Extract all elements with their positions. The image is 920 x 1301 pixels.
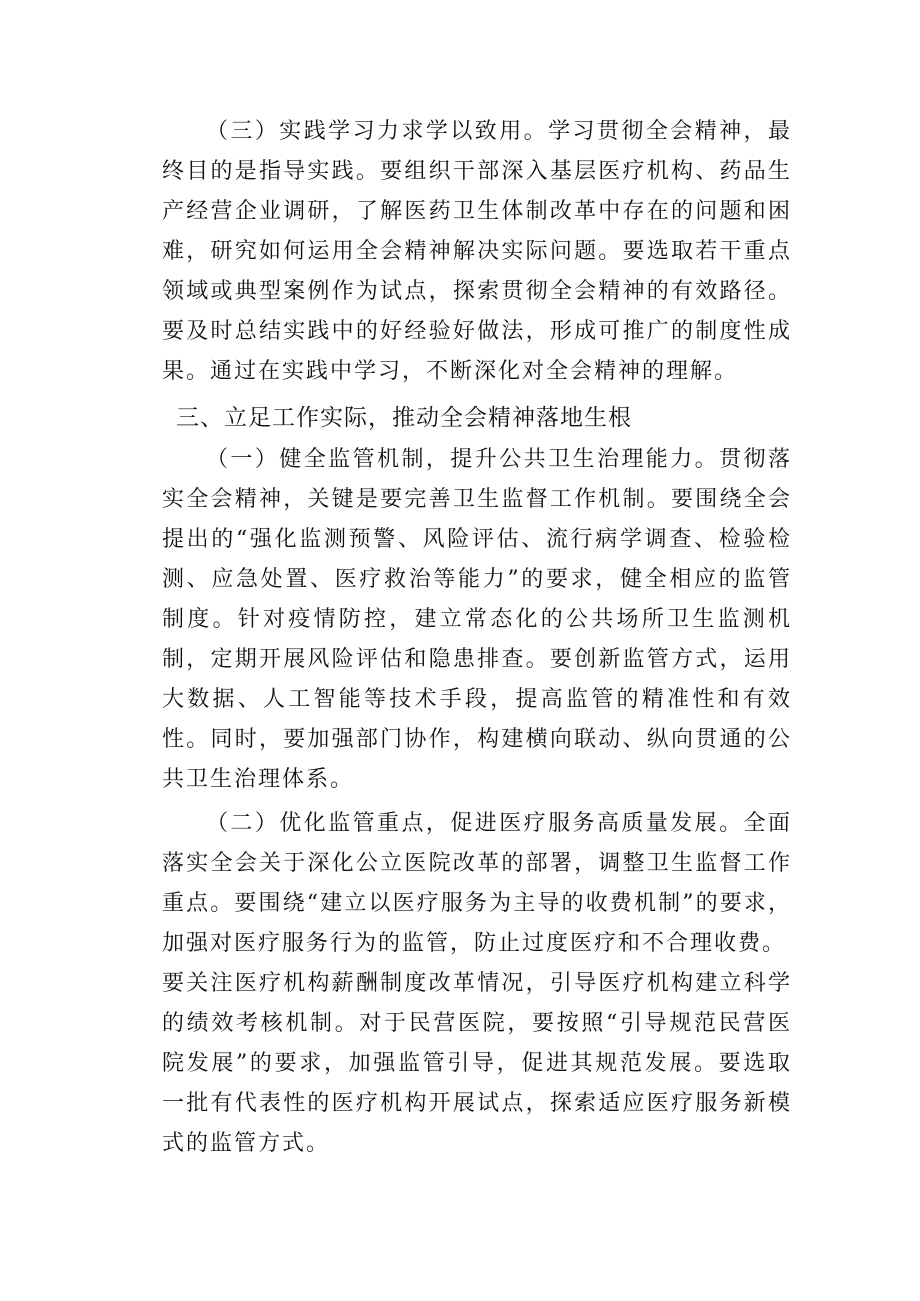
paragraph-supervision-focus: （二）优化监管重点，促进医疗服务高质量发展。全面落实全会关于深化公立医院改革的部署，调整卫生监督工作重点。要围绕“建立以医疗服务为主导的收费机制”的要求，加强对医疗服务行为的监管，防止过度医疗和不合理收费。 bbox=[162, 811, 792, 956]
paragraph-supervision-mechanism: （一）健全监管机制，提升公共卫生治理能力。贯彻落实全会精神，关键是要完善卫生监督工作机制。要围绕全会提出的“强化监测预警、风险评估、流行病学调查、检验检测、应急处置、医疗救治等能力”的要求，健全相应的监管制度。针对疫情防控，建立常态化的公共场所卫生监测机制，定期开展风险评估和隐患排查。要创新监管方式，运用大数据、人工智能等技术手段，提高监管的精准性和有效性。同时，要加强部门协作，构建横向联动、纵向贯通的公共卫生治理体系。 bbox=[162, 447, 792, 792]
paragraph-practice-learning: （三）实践学习力求学以致用。学习贯彻全会精神，最终目的是指导实践。要组织干部深入基层医疗机构、药品生产经营企业调研，了解医药卫生体制改革中存在的问题和困难，研究如何运用全会精神解决实际问题。要选取若干重点领域或典型案例作为试点，探索贯彻全会精神的有效路径。要及时总结实践中的好经验好做法，形成可推广的制度性成果。通过在实践中学习，不断深化对全会精神的理解。 bbox=[162, 119, 792, 384]
section-heading-three: 三、立足工作实际，推动全会精神落地生根 bbox=[176, 405, 632, 431]
paragraph-supervision-focus-continued: 要关注医疗机构薪酬制度改革情况，引导医疗机构建立科学的绩效考核机制。对于民营医院，要按照“引导规范民营医院发展”的要求，加强监管引导，促进其规范发展。要选取一批有代表性的医疗机构开展试点，探索适应医疗服务新模式的监管方式。 bbox=[162, 971, 792, 1156]
